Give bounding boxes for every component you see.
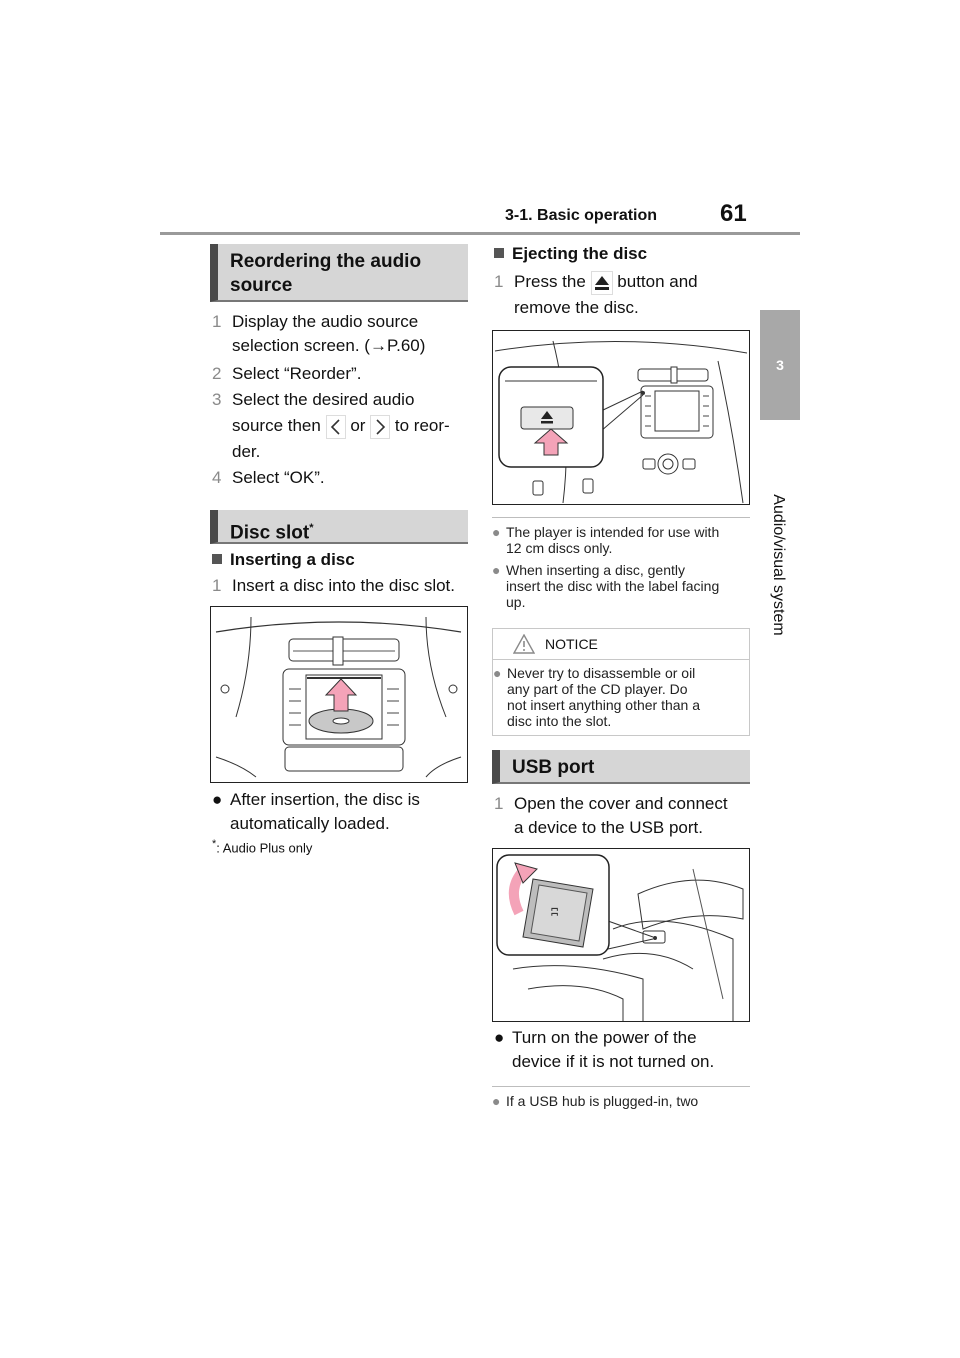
bullet-text-line2: automatically loaded. <box>230 814 390 833</box>
usb-note <box>492 1093 754 1111</box>
bullet-dot-icon: ● <box>492 1093 501 1109</box>
step3-part-c: to reor- <box>394 416 450 435</box>
note-text-line3: up. <box>506 594 526 610</box>
inserting-disc-title-text: Inserting a disc <box>230 550 355 569</box>
step-text <box>514 270 698 295</box>
step-number: 3 <box>212 390 222 409</box>
chapter-title: Audio/visual system <box>770 494 787 636</box>
notice-bullet <box>493 665 749 731</box>
step-number: 1 <box>494 794 504 813</box>
step-text-line2: a device to the USB port. <box>514 818 703 837</box>
usb-notes-divider <box>492 1086 750 1087</box>
reorder-heading-line2: source <box>230 275 293 296</box>
note-text-line2: insert the disc with the label facing <box>506 578 720 594</box>
usb-port-heading-text: USB port <box>512 757 595 778</box>
header-rule <box>160 232 800 235</box>
warning-triangle-icon <box>513 634 535 654</box>
usb-figure <box>492 848 750 1022</box>
bullet-dot-icon: ● <box>493 665 502 681</box>
step3-part-b: or <box>350 416 366 435</box>
step-text: Open the cover and connect <box>514 794 728 813</box>
notes-divider <box>492 517 750 518</box>
step-number: 1 <box>494 272 504 291</box>
section-title: 3-1. Basic operation <box>505 207 658 224</box>
reorder-step-4 <box>212 466 472 490</box>
disc-slot-heading-text: Disc slot <box>230 522 310 544</box>
bullet-dot-icon: ● <box>492 562 501 578</box>
step-text-line2 <box>232 334 425 358</box>
note-text: If a USB hub is plugged-in, two <box>506 1093 699 1109</box>
step-text-line3: der. <box>232 442 261 461</box>
disc-slot-heading <box>210 510 468 544</box>
bullet-text: Turn on the power of the <box>512 1028 697 1047</box>
footnote-mark: * <box>212 838 217 850</box>
insert-step-1 <box>212 574 472 598</box>
disc-insert-illustration <box>211 607 467 782</box>
after-insert-bullet <box>212 788 472 838</box>
bullet-dot-icon: ● <box>494 1028 505 1047</box>
eject-step-1 <box>494 270 754 322</box>
eject-note-2 <box>492 562 754 612</box>
bullet-text-line2: device if it is not turned on. <box>512 1052 715 1071</box>
inserting-disc-title <box>212 550 472 570</box>
eject-note-1 <box>492 524 754 558</box>
step-number: 1 <box>212 576 222 595</box>
notice-text-line3: not insert anything other than a <box>507 697 701 713</box>
eject-text-a: Press the <box>514 272 586 291</box>
disc-insert-figure <box>210 606 468 783</box>
footnote <box>212 838 312 855</box>
reorder-heading <box>210 244 468 302</box>
chevron-right-icon <box>370 415 390 439</box>
step-text: Display the audio source <box>232 312 419 331</box>
notice-text-line2: any part of the CD player. Do <box>507 681 688 697</box>
chevron-left-icon <box>326 415 346 439</box>
step-text: Select “OK”. <box>232 468 325 487</box>
notice-title: NOTICE <box>545 636 598 652</box>
eject-icon <box>591 271 613 295</box>
step-text: Select “Reorder”. <box>232 364 362 383</box>
usb-step-1 <box>494 792 754 842</box>
reorder-step-2 <box>212 362 472 386</box>
eject-text-b: button and <box>617 272 698 291</box>
bullet-text: After insertion, the disc is <box>230 790 420 809</box>
step-text: Insert a disc into the disc slot. <box>232 576 455 595</box>
usb-port-heading <box>492 750 750 784</box>
ref-prefix: selection screen. ( <box>232 336 370 355</box>
eject-figure <box>492 330 750 505</box>
page-ref[interactable]: P.60) <box>386 336 426 355</box>
step3-part-a: source then <box>232 416 321 435</box>
step-text-line2: remove the disc. <box>514 298 639 317</box>
bullet-dot-icon: ● <box>212 790 223 809</box>
note-text-line2: 12 cm discs only. <box>506 540 613 556</box>
note-text: The player is intended for use with <box>506 524 720 540</box>
notice-text: Never try to disassemble or oil <box>507 665 696 681</box>
chapter-number: 3 <box>776 357 784 373</box>
bullet-dot-icon: ● <box>492 524 501 540</box>
step-number: 1 <box>212 312 222 331</box>
arrow-right-icon: → <box>369 336 387 355</box>
square-bullet-icon <box>212 554 222 564</box>
reorder-step-1 <box>212 310 472 360</box>
footnote-text: : Audio Plus only <box>216 840 313 856</box>
square-bullet-icon <box>494 248 504 258</box>
step-number: 2 <box>212 364 222 383</box>
step-text: Select the desired audio <box>232 390 415 409</box>
usb-illustration <box>493 849 749 1021</box>
note-text: When inserting a disc, gently <box>506 562 685 578</box>
ejecting-disc-title-text: Ejecting the disc <box>512 244 648 263</box>
reorder-step-3 <box>212 388 472 468</box>
ejecting-disc-title <box>494 244 754 264</box>
usb-power-bullet <box>494 1026 754 1076</box>
step-number: 4 <box>212 468 222 487</box>
footnote-mark: * <box>309 522 314 534</box>
notice-header <box>493 629 749 660</box>
step-text-line2 <box>232 414 450 439</box>
page-number: 61 <box>720 200 747 227</box>
usb-symbol: ʭ <box>551 905 559 921</box>
notice-text-line4: disc into the slot. <box>507 713 612 729</box>
chapter-tab <box>760 310 800 420</box>
notice-box <box>492 628 750 736</box>
eject-illustration <box>493 331 749 504</box>
reorder-heading-line1: Reordering the audio <box>230 251 422 272</box>
